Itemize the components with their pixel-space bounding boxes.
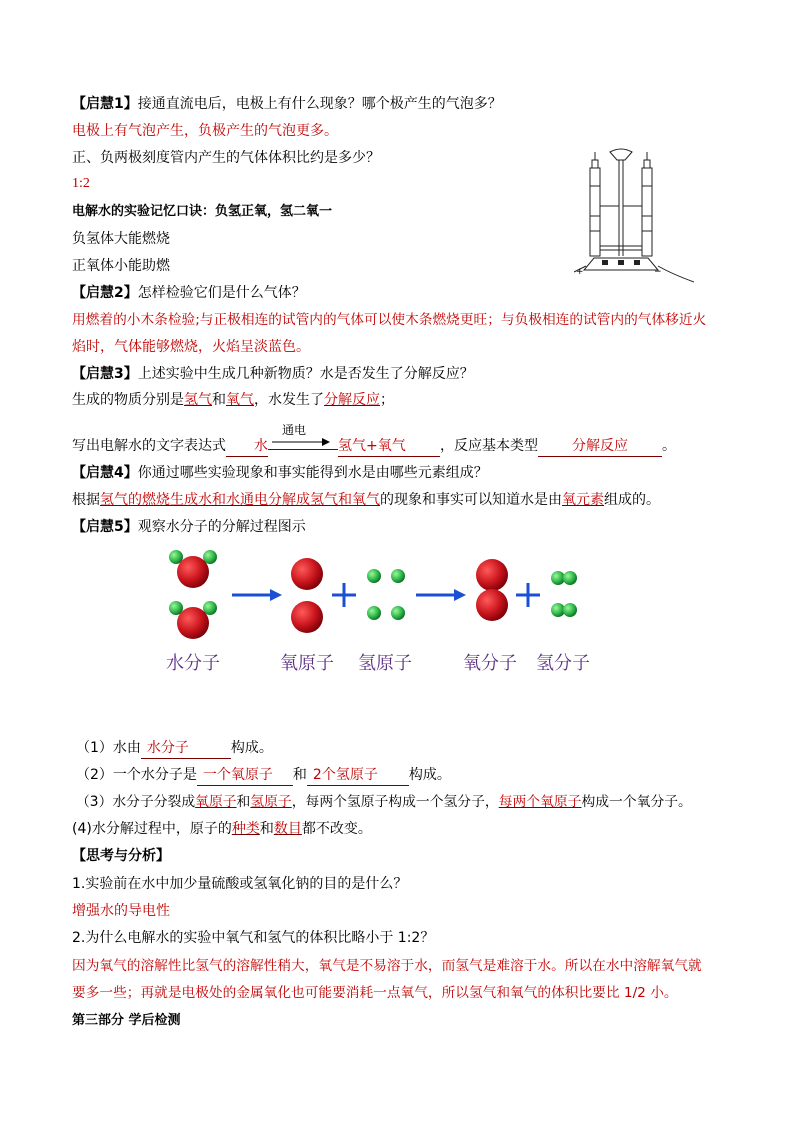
label-hydrogen-atom: 氢原子 — [358, 653, 412, 674]
label-water-molecule: 水分子 — [166, 653, 220, 674]
middle-terminal — [618, 260, 624, 265]
analysis-heading: 【思考与分析】 — [72, 848, 170, 864]
q2-tag: 【启慧2】 — [72, 285, 138, 301]
type-pre: ，反应基本类型 — [440, 438, 538, 454]
minus-label: − — [654, 267, 662, 277]
f3-end: 构成一个氧分子。 — [581, 794, 692, 810]
q1-line-b: 正氧体小能助燃 — [72, 258, 170, 274]
product-1: 氢气 — [184, 392, 212, 408]
fill-item-3 — [76, 792, 692, 812]
left-electrode-terminal — [602, 260, 608, 265]
q2-answer-2: 焰时，气体能够燃烧，火焰呈淡蓝色。 — [72, 339, 310, 355]
q1-question-line — [72, 94, 502, 114]
product-2: 氧气 — [226, 392, 254, 408]
f4-and: 和 — [259, 821, 274, 837]
arrow-1 — [232, 589, 282, 601]
hydrogen-atom-4 — [391, 606, 405, 620]
q3-mid: ，水发生了 — [254, 392, 324, 408]
section-3-heading: 第三部分 学后检测 — [72, 1013, 181, 1028]
f1-blank: 水分子 — [141, 738, 231, 759]
f4-pre: (4)水分解过程中，原子的 — [72, 821, 232, 837]
q5-tag: 【启慧5】 — [72, 519, 138, 535]
analysis-question-1: 1.实验前在水中加少量硫酸或氢氧化钠的目的是什么？ — [72, 876, 408, 892]
hydrogen-molecule-1 — [551, 571, 577, 585]
q2-question: 怎样检验它们是什么气体？ — [137, 285, 306, 301]
f4-blank-2: 数目 — [273, 821, 302, 837]
q1-answer2: 1:2 — [72, 176, 90, 191]
f2-blank-1: 一个氧原子 — [197, 765, 293, 786]
q5-question: 观察水分子的分解过程图示 — [137, 519, 306, 535]
reaction-type-answer: 分解反应 — [324, 392, 380, 408]
f3-pre: （3）水分子分裂成 — [76, 794, 196, 810]
eq-pre: 写出电解水的文字表达式 — [72, 438, 226, 454]
analysis-answer-2-line-2: 要多一些；再就是电极处的金属氧化也可能要消耗一点氧气，所以氢气和氧气的体积比要比 1/2 小。 — [72, 985, 678, 1001]
q1-answer: 电极上有气泡产生，负极产生的气泡更多。 — [72, 123, 338, 139]
q3-line-pre: 生成的物质分别是 — [72, 392, 184, 408]
q4-answer-line — [72, 490, 660, 510]
f3-blank-2: 氢原子 — [250, 794, 292, 810]
q4-tag: 【启慧4】 — [72, 465, 138, 481]
label-oxygen-molecule: 氧分子 — [463, 653, 517, 674]
q2-question-line — [72, 283, 306, 303]
electrolysis-apparatus-figure — [572, 146, 694, 296]
condition-label: 通电 — [282, 423, 307, 437]
reactant-blank: 水 — [226, 436, 268, 457]
arrow-2 — [416, 589, 466, 601]
fill-item-2 — [76, 765, 451, 786]
f3-mid: ，每两个氢原子构成一个氢分子， — [291, 794, 499, 810]
hydrogen-atom-3 — [367, 606, 381, 620]
f2-blank-2: 2个氢原子 — [307, 765, 409, 786]
oxygen-atom-2 — [291, 601, 323, 633]
q4-pre: 根据 — [72, 492, 100, 508]
q3-tag: 【启慧3】 — [72, 366, 138, 382]
q4-question-line — [72, 463, 488, 483]
f3-blank-1: 氧原子 — [195, 794, 237, 810]
label-oxygen-atom: 氧原子 — [280, 653, 334, 674]
hydrogen-atom-2 — [391, 569, 405, 583]
oxygen-atom-1 — [291, 558, 323, 590]
type-end: 。 — [662, 438, 676, 454]
plus-sign-1 — [332, 583, 356, 607]
q3-end: ； — [380, 392, 394, 408]
q3-question: 上述实验中生成几种新物质？水是否发生了分解反应？ — [137, 366, 474, 382]
q4-mid: 的现象和事实可以知道水是由 — [380, 492, 562, 508]
q3-products-line — [72, 390, 394, 410]
label-hydrogen-molecule: 氢分子 — [536, 653, 590, 674]
analysis-answer-2-line-1: 因为氧气的溶解性比氢气的溶解性稍大，氧气是不易溶于水，而氢气是难溶于水。所以在水中溶解氧气就 — [72, 958, 702, 974]
type-blank: 分解反应 — [538, 436, 662, 457]
f2-and: 和 — [292, 767, 307, 783]
plus-sign-2 — [516, 583, 540, 607]
oxygen-molecule — [476, 559, 508, 621]
q1-mnemonic: 电解水的实验记忆口诀：负氢正氧，氢二氧一 — [72, 204, 333, 219]
q3-question-line — [72, 364, 474, 384]
f1-end: 构成。 — [230, 740, 273, 756]
q1-question2: 正、负两极刻度管内产生的气体体积比约是多少？ — [72, 150, 380, 166]
q1-line-a: 负氢体大能燃烧 — [72, 231, 170, 247]
fill-item-1 — [76, 738, 273, 759]
q4-question: 你通过哪些实验现象和事实能得到水是由哪些元素组成？ — [137, 465, 488, 481]
condition-blank — [268, 449, 338, 450]
f3-and: 和 — [236, 794, 251, 810]
water-decomposition-diagram — [160, 545, 600, 680]
analysis-question-2: 2.为什么电解水的实验中氧气和氢气的体积比略小于 1:2？ — [72, 930, 435, 946]
f2-pre: （2）一个水分子是 — [76, 767, 197, 783]
q4-fact: 氢气的燃烧生成水和水通电分解成氢气和氧气 — [100, 492, 380, 508]
hydrogen-atom-1 — [367, 569, 381, 583]
hydrogen-molecule-2 — [551, 603, 577, 617]
condition-arrow — [270, 422, 330, 448]
fill-item-4 — [72, 819, 372, 839]
q3-and: 和 — [212, 392, 226, 408]
right-electrode-terminal — [634, 260, 640, 265]
q5-question-line — [72, 517, 306, 537]
f4-end: 都不改变。 — [301, 821, 372, 837]
water-molecule-1 — [169, 550, 217, 588]
products-blank: 氢气+氧气 — [338, 436, 440, 457]
q4-elements: 氧元素 — [562, 492, 604, 508]
water-molecule-2 — [169, 601, 217, 639]
analysis-answer-1: 增强水的导电性 — [72, 903, 170, 919]
q1-question: 接通直流电后，电极上有什么现象？哪个极产生的气泡多？ — [137, 96, 502, 112]
q1-tag: 【启慧1】 — [72, 96, 138, 112]
word-equation-line — [72, 436, 676, 457]
q4-end: 组成的。 — [604, 492, 660, 508]
q2-answer-1: 用燃着的小木条检验;与正极相连的试管内的气体可以使木条燃烧更旺；与负极相连的试管内的气体移近火 — [72, 312, 707, 328]
f4-blank-1: 种类 — [231, 821, 260, 837]
f2-end: 构成。 — [408, 767, 451, 783]
plus-label: + — [576, 267, 584, 277]
f3-blank-3: 每两个氧原子 — [498, 794, 582, 810]
f1-pre: （1）水由 — [76, 740, 141, 756]
